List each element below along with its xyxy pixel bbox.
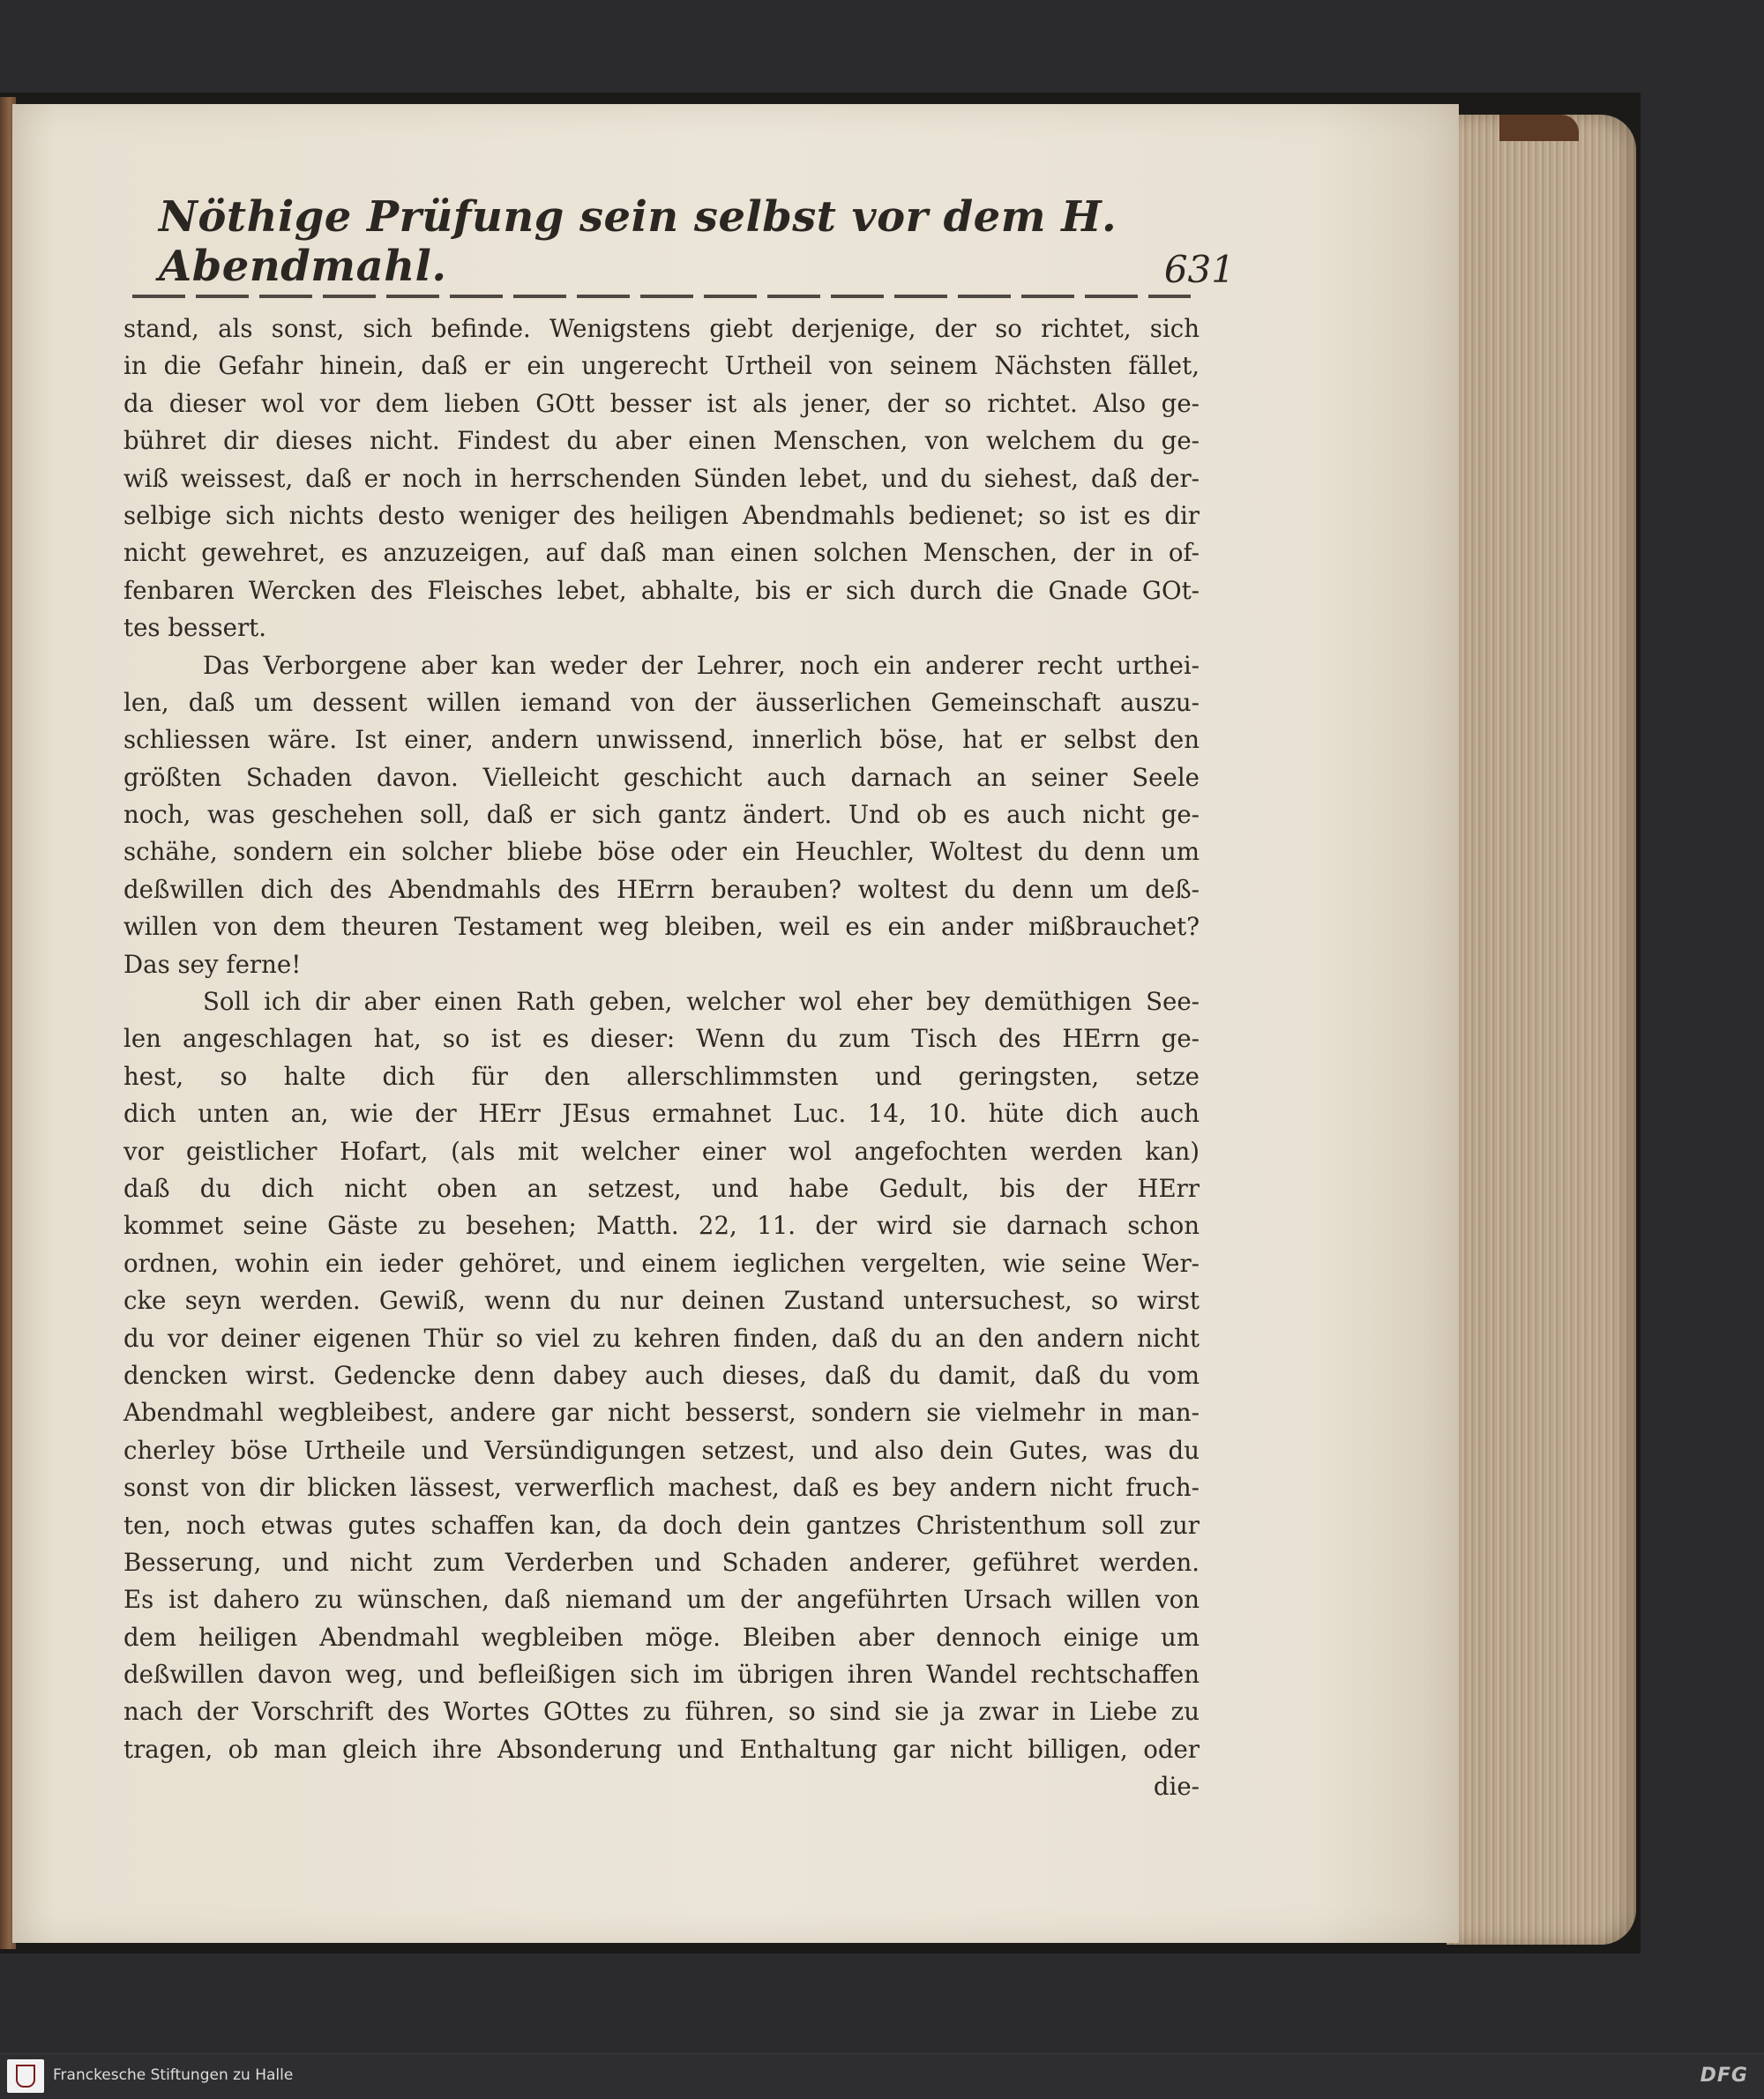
- text-line: wiß weissest, daß er noch in herrschenden Sünden lebet, und du siehest, daß der-: [123, 463, 1200, 493]
- text-line: du vor deiner eigenen Thür so viel zu kehren finden, daß du an den andern nicht: [123, 1323, 1200, 1353]
- viewer-footer: [0, 2053, 1764, 2099]
- text-line: Das Verborgene aber kan weder der Lehrer, noch ein anderer recht urthei-: [203, 650, 1200, 680]
- text-line: Soll ich dir aber einen Rath geben, welcher wol eher bey demüthigen See-: [203, 987, 1200, 1017]
- page-number: 631: [1163, 248, 1235, 291]
- text-line: deßwillen davon weg, und befleißigen sich im übrigen ihren Wandel rechtschaffen: [123, 1660, 1200, 1690]
- text-line: Es ist dahero zu wünschen, daß niemand um der angeführten Ursach willen von: [123, 1585, 1200, 1615]
- text-line: bühret dir dieses nicht. Findest du aber einen Menschen, von welchem du ge-: [123, 426, 1200, 456]
- text-line: in die Gefahr hinein, daß er ein ungerecht Urtheil von seinem Nächsten fället,: [123, 351, 1200, 381]
- page-title: Nöthige Prüfung sein selbst vor dem H. Abendmahl.: [159, 192, 1117, 291]
- text-line: die-: [1153, 1772, 1200, 1802]
- text-line: Das sey ferne!: [123, 949, 302, 979]
- text-line: größten Schaden davon. Vielleicht geschicht auch darnach an seiner Seele: [123, 762, 1200, 792]
- text-line: cherley böse Urtheile und Versündigungen setzest, und also dein Gutes, was du: [123, 1435, 1200, 1465]
- text-line: dem heiligen Abendmahl wegbleiben möge. Bleiben aber dennoch einige um: [123, 1622, 1200, 1652]
- institution-name: Franckesche Stiftungen zu Halle: [53, 2066, 294, 2084]
- text-line: vor geistlicher Hofart, (als mit welcher einer wol angefochten werden kan): [123, 1136, 1200, 1166]
- dfg-logo: DFG: [1700, 2065, 1748, 2087]
- text-line: sonst von dir blicken lässest, verwerflich machest, daß es bey andern nicht fruch-: [123, 1473, 1200, 1503]
- text-line: noch, was geschehen soll, daß er sich gantz ändert. Und ob es auch nicht ge-: [123, 800, 1200, 830]
- page-fore-edge: [1446, 115, 1636, 1945]
- text-line: ten, noch etwas gutes schaffen kan, da doch dein gantzes Christenthum soll zur: [123, 1510, 1200, 1540]
- running-head: [159, 192, 1235, 291]
- body-text: [123, 310, 1200, 1806]
- text-line: daß du dich nicht oben an setzest, und habe Gedult, bis der HErr: [123, 1173, 1200, 1203]
- text-line: Besserung, und nicht zum Verderben und Schaden anderer, geführet werden.: [123, 1547, 1200, 1577]
- text-line: dencken wirst. Gedencke denn dabey auch dieses, daß du damit, daß du vom: [123, 1360, 1200, 1390]
- text-line: len, daß um dessent willen iemand von der äusserlichen Gemeinschaft auszu-: [123, 687, 1200, 717]
- header-rule: [132, 295, 1191, 298]
- text-line: willen von dem theuren Testament weg bleiben, weil es ein ander mißbrauchet?: [123, 912, 1200, 942]
- text-line: Abendmahl wegbleibest, andere gar nicht besserst, sondern sie vielmehr in man-: [123, 1398, 1200, 1428]
- text-line: stand, als sonst, sich befinde. Wenigstens giebt derjenige, der so richtet, sich: [123, 314, 1200, 343]
- text-line: tragen, ob man gleich ihre Absonderung und Enthaltung gar nicht billigen, oder: [123, 1734, 1200, 1764]
- text-line: cke seyn werden. Gewiß, wenn du nur deinen Zustand untersuchest, so wirst: [123, 1286, 1200, 1316]
- text-line: selbige sich nichts desto weniger des heiligen Abendmahls bedienet; so ist es dir: [123, 500, 1200, 530]
- text-line: schähe, sondern ein solcher bliebe böse oder ein Heuchler, Woltest du denn um: [123, 837, 1200, 867]
- text-line: kommet seine Gäste zu besehen; Matth. 22, 11. der wird sie darnach schon: [123, 1211, 1200, 1241]
- binding-cap: [1499, 115, 1579, 141]
- text-line: fenbaren Wercken des Fleisches lebet, abhalte, bis er sich durch die Gnade GOt-: [123, 575, 1200, 605]
- text-line: ordnen, wohin ein ieder gehöret, und einem ieglichen vergelten, wie seine Wer-: [123, 1248, 1200, 1278]
- text-line: nicht gewehret, es anzuzeigen, auf daß man einen solchen Menschen, der in of-: [123, 538, 1200, 568]
- text-line: schliessen wäre. Ist einer, andern unwissend, innerlich böse, hat er selbst den: [123, 725, 1200, 755]
- text-line: da dieser wol vor dem lieben GOtt besser ist als jener, der so richtet. Also ge-: [123, 388, 1200, 418]
- text-line: tes bessert.: [123, 613, 267, 643]
- text-line: dich unten an, wie der HErr JEsus ermahnet Luc. 14, 10. hüte dich auch: [123, 1099, 1200, 1129]
- institution-logo-icon: [7, 2059, 44, 2093]
- text-line: hest, so halte dich für den allerschlimmsten und geringsten, setze: [123, 1061, 1200, 1091]
- text-line: len angeschlagen hat, so ist es dieser: Wenn du zum Tisch des HErrn ge-: [123, 1024, 1200, 1054]
- text-line: nach der Vorschrift des Wortes GOttes zu führen, so sind sie ja zwar in Liebe zu: [123, 1697, 1200, 1727]
- text-line: deßwillen dich des Abendmahls des HErrn berauben? woltest du denn um deß-: [123, 874, 1200, 904]
